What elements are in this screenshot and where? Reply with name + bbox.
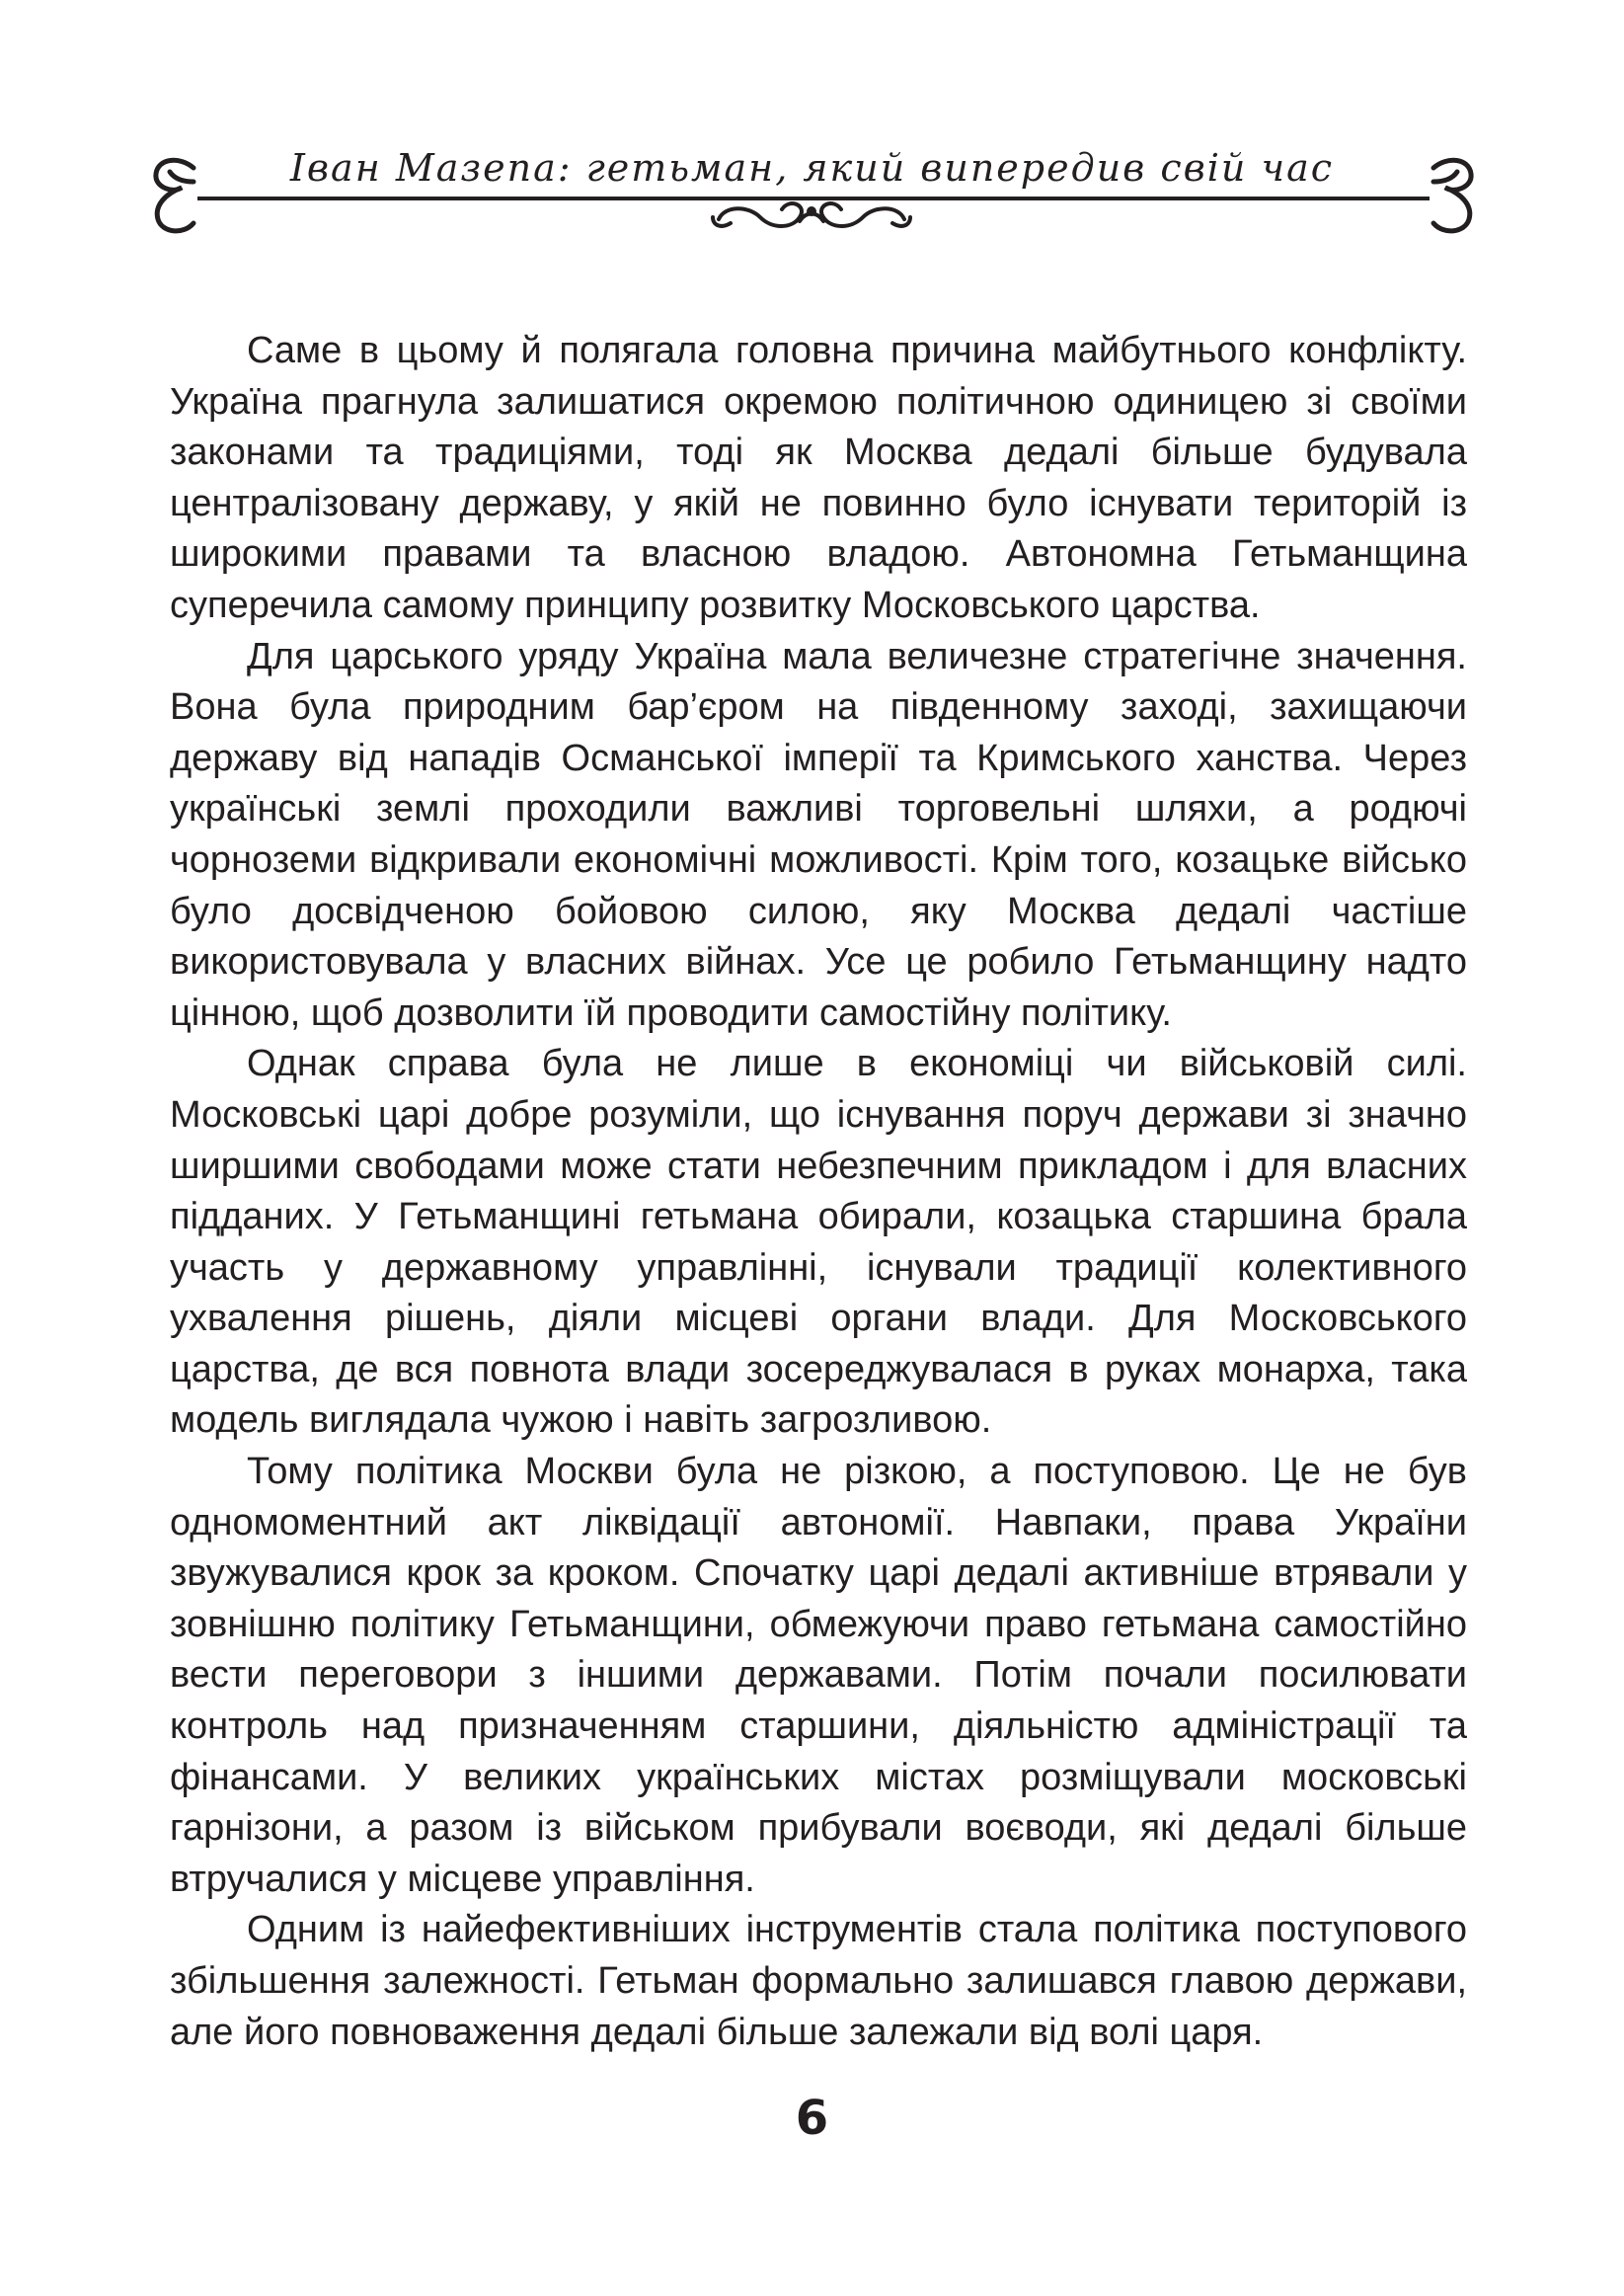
center-swirl-ornament-icon [713,203,910,226]
paragraph: Для царського уряду Україна мала величезне стратегічне значення. Вона була природним бар’єром на південному заході, захищаючи державу від нападів Османської імперії та Кримського ханства. Через українські землі проходили важливі торговельні шляхи, а родючі чорноземи відкривали економічні можливості. Крім того, козацьке військо було досвідченою бойовою силою, яку Москва дедалі частіше використовувала у власних війнах. Усе це робило Гетьманщину надто цінною, щоб дозволити їй проводити самостійну політику. [170,635,1467,1034]
running-title: Іван Мазепа: гетьман, який випередив свій час [289,146,1335,190]
paragraph: Саме в цьому й полягала головна причина майбутнього конфлікту. Україна прагнула залишатися окремою політичною одиницею зі своїми законами та традиціями, тоді як Москва дедалі більше будувала централізовану державу, у якій не повинно було існувати територій із широкими правами та власною владою. Автономна Гетьманщина суперечила самому принципу розвитку Московського царства. [170,330,1467,626]
paragraph: Тому політика Москви була не різкою, а поступовою. Це не був одномоментний акт ліквідації автономії. Навпаки, права України звужувалися крок за кроком. Спочатку царі дедалі активніше втрявали у зовнішню політику Гетьманщини, обмежуючи право гетьмана самостійно вести переговори з іншими державами. Потім почали посилювати контроль над призначенням старшини, діяльністю адміністрації та фінансами. У великих українських містах розміщували московські гарнізони, а разом із військом прибували воєводи, які дедалі більше втручалися у місцеве управління. [170,1451,1467,1900]
body-text [170,326,1467,2058]
running-header [0,0,1624,267]
page-number: 6 [795,2091,829,2146]
header-ornament [0,0,1624,267]
paragraph: Однак справа була не лише в економіці чи військовій силі. Московські царі добре розуміли, що існування поруч держави зі значно ширшими свободами може стати небезпечним прикладом і для власних підданих. У Гетьманщині гетьмана обирали, козацька старшина брала участь у державному управлінні, існували традиції колективного ухвалення рішень, діяли місцеві органи влади. Для Московського царства, де вся повнота влади зосереджувалася в руках монарха, така модель виглядала чужою і навіть загрозливою. [170,1043,1467,1442]
paragraph: Одним із найефективніших інструментів стала політика поступового збільшення залежності. Гетьман формально залишався главою держави, але його повноваження дедалі більше залежали від волі царя. [170,1909,1467,2053]
